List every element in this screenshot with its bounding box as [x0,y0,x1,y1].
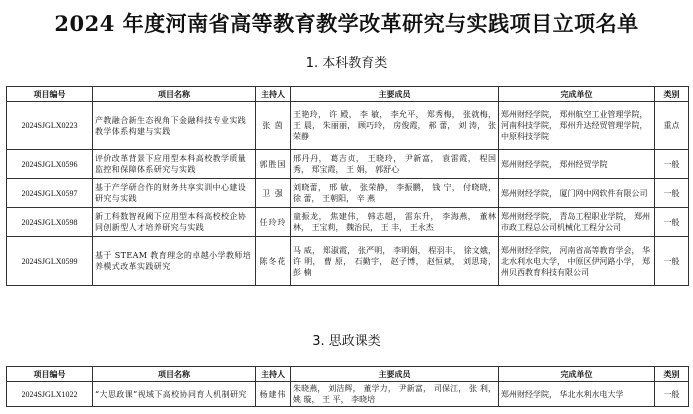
project-unit: 郑州财经学院， 郑州航空工业管理学院， 河南科技学院， 郑州升达经贸管理学院， 中原科技学院 [499,102,655,150]
table-row [7,102,689,150]
project-name: 产教融合新生态视角下金融科技专业实践教学体系构建与实践 [93,102,256,150]
project-members: 王艳玲， 许 殿， 李 敏， 李允平， 郑秀梅， 张就梅， 王 晨， 朱丽丽， 顾巧玲， 房俊霞， 郝 蕾， 刘 涛， 张荣静 [291,102,499,150]
column-header-type: 类别 [655,87,689,102]
undergraduate-projects-table [6,86,689,286]
project-unit: 郑州财经学院， 郑州经贸学院 [499,150,655,179]
project-name: 评价改革背景下应用型本科高校教学质量监控和保障体系研究与实践 [93,150,256,179]
document-title: 2024 年度河南省高等教育教学改革研究与实践项目立项名单 [54,11,639,36]
table-header-row [7,367,689,382]
project-unit: 郑州财经学院， 青岛工程职业学院， 郑州市政工程总公司机械化工程分公司 [499,208,655,237]
table-row [7,237,689,286]
column-header-code: 项目编号 [7,87,93,102]
section-heading-undergraduate: 1. 本科教育类 [305,56,388,71]
project-type: 一般 [655,237,689,286]
project-host: 张 茵 [256,102,291,150]
project-type: 一般 [655,382,689,407]
project-host: 杨建伟 [256,382,291,407]
table-row [7,179,689,208]
project-unit: 郑州财经学院， 厦门网中网软件有限公司 [499,179,655,208]
project-code: 2024SJGLX0597 [7,179,93,208]
project-code: 2024SJGLX0596 [7,150,93,179]
table-header-row [7,87,689,102]
project-name: 基于产学研合作的财务共享实训中心建设研究与实践 [93,179,256,208]
project-code: 2024SJGLX0598 [7,208,93,237]
project-name: “大思政课”视域下高校协同育人机制研究 [93,382,256,407]
project-type: 一般 [655,150,689,179]
project-members: 邢丹丹， 葛吉贞， 王晓玲， 尹新富， 袁雷霞， 程国秀， 郑宝霞， 王 娟， 郭舒心 [291,150,499,179]
project-code: 2024SJGLX0223 [7,102,93,150]
project-host: 郭胜国 [256,150,291,179]
project-type: 重点 [655,102,689,150]
project-type: 一般 [655,179,689,208]
table-row [7,382,689,407]
column-header-unit: 完成单位 [499,367,655,382]
project-unit: 郑州财经学院， 华北水利水电大学 [499,382,655,407]
ideological-projects-table [6,366,689,407]
project-name: 新工科数智视阈下应用型本科高校校企协同创新型人才培养研究与实践 [93,208,256,237]
project-host: 任玲玲 [256,208,291,237]
project-members: 童振龙， 焦建伟， 韩志超， 雷东升， 李海燕， 董林林， 王宝莉， 魏治民， 王 丰， 王永杰 [291,208,499,237]
project-type: 一般 [655,208,689,237]
column-header-members: 主要成员 [291,87,499,102]
project-code: 2024SJGLX0599 [7,237,93,286]
table-row [7,208,689,237]
column-header-host: 主持人 [256,87,291,102]
project-code: 2024SJGLX1022 [7,382,93,407]
section-heading-ideological: 3. 思政课类 [312,334,381,349]
column-header-type: 类别 [655,367,689,382]
project-host: 陈冬花 [256,237,291,286]
project-members: 马 威， 郑淑霞， 张严明， 李明娟， 程羽丰， 徐文娥， 许 明， 曹 原， 石勤宇， 赵子博， 赵恒斌， 刘思琦， 彭 楠 [291,237,499,286]
project-unit: 郑州财经学院， 河南省高等教育学会， 华北水利水电大学， 中原区伊河路小学， 郑州贝西教育科技有限公司 [499,237,655,286]
column-header-name: 项目名称 [93,87,256,102]
table-row [7,150,689,179]
column-header-members: 主要成员 [291,367,499,382]
project-members: 朱晓燕， 刘洁辉， 董学力， 尹新富， 司保江， 张 利， 姚 璇， 王 平， 李晓培 [291,382,499,407]
project-members: 刘晓蕾， 邢 敏， 张荣静， 李振鹏， 钱 宁， 付晓晓， 徐 蕾， 王朝阳， 辛 燕 [291,179,499,208]
project-host: 卫 强 [256,179,291,208]
column-header-unit: 完成单位 [499,87,655,102]
project-name: 基于 STEAM 教育理念的卓越小学教师培养模式改革实践研究 [93,237,256,286]
column-header-name: 项目名称 [93,367,256,382]
column-header-host: 主持人 [256,367,291,382]
column-header-code: 项目编号 [7,367,93,382]
